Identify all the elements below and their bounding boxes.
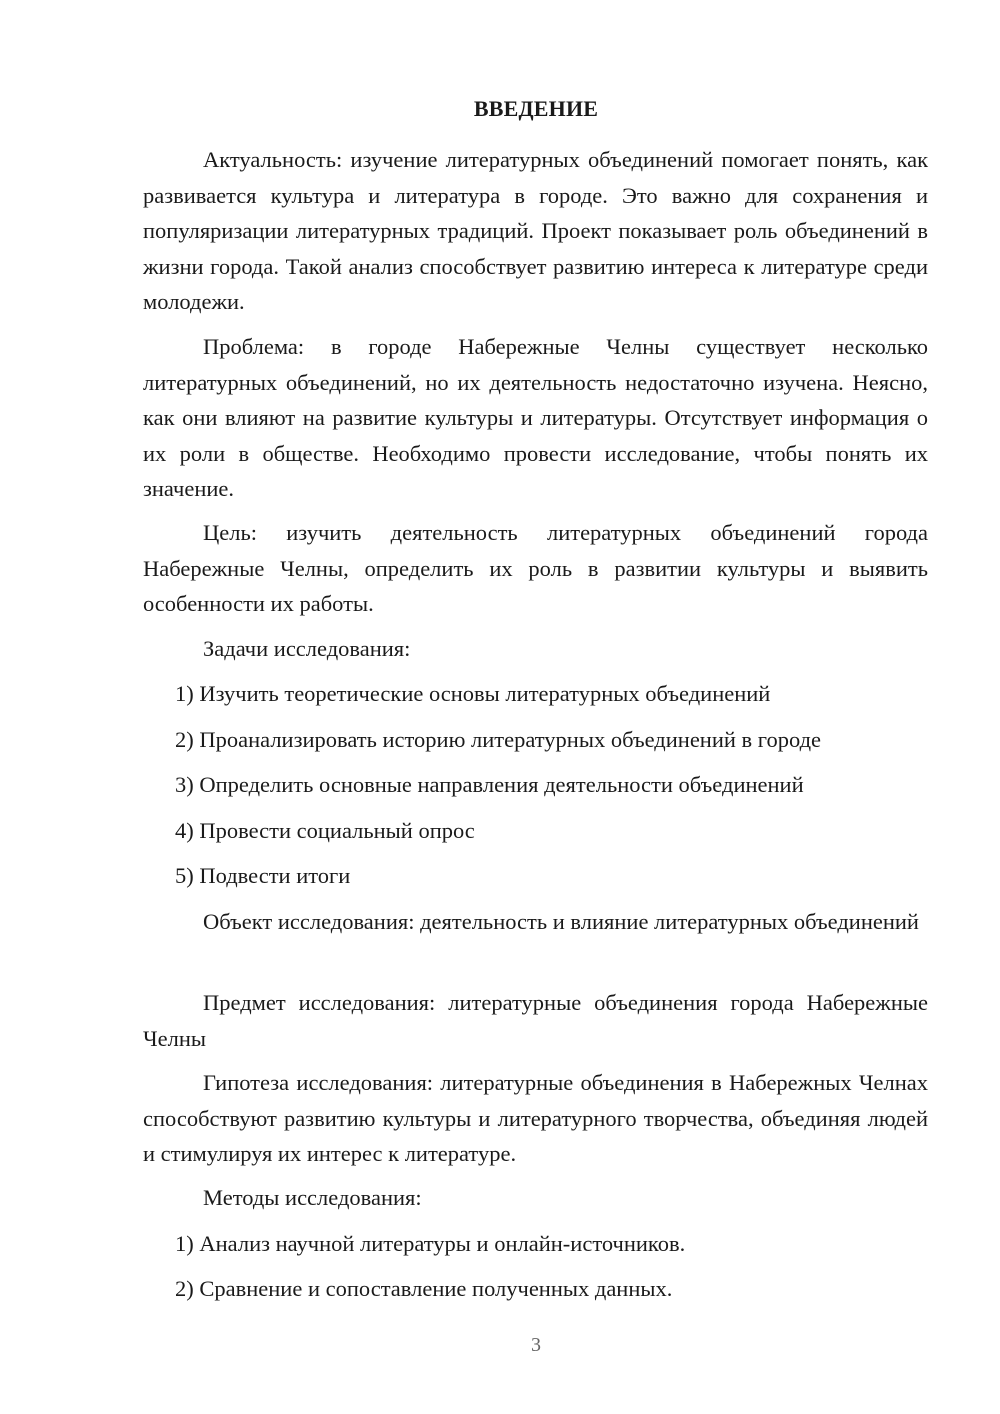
method-item: 2) Сравнение и сопоставление полученных данных. [175,1276,673,1301]
section-heading: ВВЕДЕНИЕ [473,96,599,121]
task-item: 4) Провести социальный опрос [175,818,475,843]
task-item: 5) Подвести итоги [175,863,351,888]
subject-paragraph: Предмет исследования: литературные объединения города Набережные Челны [143,990,928,1051]
goal-paragraph: Цель: изучить деятельность литературных объединений города Набережные Челны, определить их роль в развитии культуры и выявить особенности их работы. [143,520,928,616]
hypothesis-paragraph: Гипотеза исследования: литературные объединения в Набережных Челнах способствуют развитию культуры и литературного творчества, объединяя людей и стимулируя их интерес к литературе. [143,1070,928,1166]
problem-paragraph: Проблема: в городе Набережные Челны существует несколько литературных объединений, но их деятельность недостаточно изучена. Неясно, как они влияют на развитие культуры и литературы. Отсутствует информация о их роли в обществе. Необходимо провести исследование, чтобы понять их значение. [143,334,928,501]
page-number: 3 [531,1334,541,1356]
task-item: 2) Проанализировать историю литературных объединений в городе [175,727,822,752]
task-item: 1) Изучить теоретические основы литературных объединений [175,681,771,706]
object-paragraph: Объект исследования: деятельность и влияние литературных объединений [203,909,919,934]
relevance-paragraph: Актуальность: изучение литературных объединений помогает понять, как развивается культура и литература в городе. Это важно для сохранения и популяризации литературных традиций. Проект показывает роль объединений в жизни города. Такой анализ способствует развитию интереса к литературе среди молодежи. [143,147,928,314]
method-item: 1) Анализ научной литературы и онлайн-источников. [175,1231,686,1256]
task-item: 3) Определить основные направления деятельности объединений [175,772,804,797]
methods-label: Методы исследования: [203,1185,422,1210]
tasks-label: Задачи исследования: [203,636,411,661]
